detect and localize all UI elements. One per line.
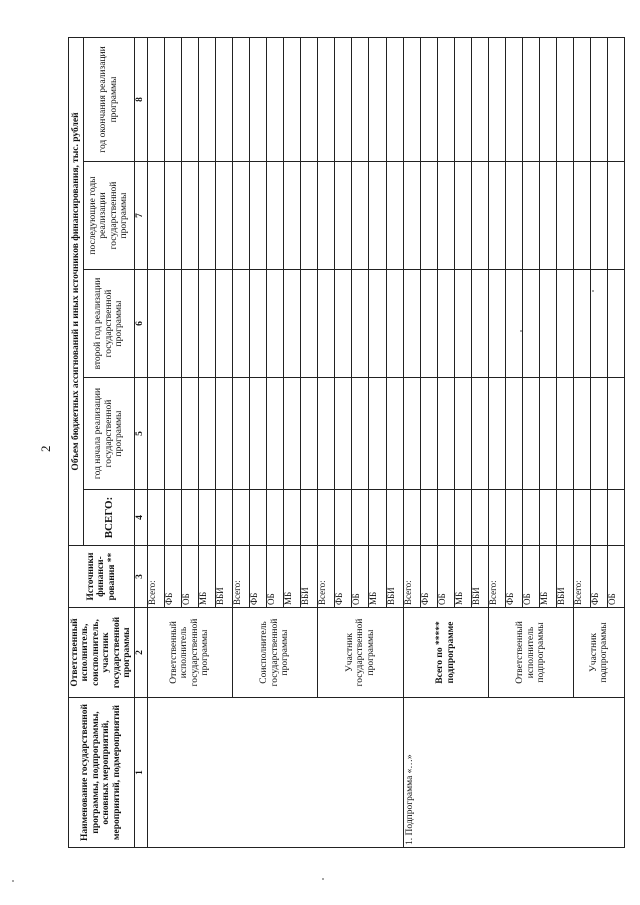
amount-cell <box>574 162 591 270</box>
amount-cell <box>557 378 574 490</box>
funding-source-cell: Всего: <box>403 546 420 608</box>
amount-cell <box>454 270 471 378</box>
amount-cell <box>574 490 591 546</box>
amount-cell <box>335 378 352 490</box>
amount-cell <box>488 270 505 378</box>
amount-cell <box>437 162 454 270</box>
funding-source-cell: ОБ <box>267 546 284 608</box>
amount-cell <box>318 162 335 270</box>
amount-cell <box>386 37 403 161</box>
amount-cell <box>284 378 301 490</box>
amount-cell <box>471 378 488 490</box>
amount-cell <box>352 490 369 546</box>
amount-cell <box>335 490 352 546</box>
amount-cell <box>284 37 301 161</box>
amount-cell <box>403 270 420 378</box>
amount-cell <box>181 490 198 546</box>
column-number: 5 <box>134 378 147 490</box>
amount-cell <box>471 162 488 270</box>
page-number: 2 <box>38 445 53 452</box>
amount-cell <box>301 162 318 270</box>
amount-cell <box>420 378 437 490</box>
header-budget-group: Объем бюджетных ассигнований и иных источников финансирования, тыс. рублей <box>69 37 84 545</box>
column-number: 1 <box>134 698 147 848</box>
amount-cell <box>369 378 386 490</box>
funding-source-cell: ФБ <box>591 546 608 608</box>
amount-cell <box>147 270 164 378</box>
amount-cell <box>181 37 198 161</box>
amount-cell <box>420 490 437 546</box>
header-first-year: год начала реализации государственной программы <box>84 378 134 490</box>
amount-cell <box>608 162 625 270</box>
amount-cell <box>164 162 181 270</box>
amount-cell <box>523 490 540 546</box>
amount-cell <box>198 162 215 270</box>
amount-cell <box>301 490 318 546</box>
executor-cell: Ответственный исполнитель подпрограммы <box>488 608 573 698</box>
amount-cell <box>574 378 591 490</box>
funding-source-cell: ОБ <box>181 546 198 608</box>
funding-source-cell: ОБ <box>352 546 369 608</box>
amount-cell <box>523 270 540 378</box>
amount-cell <box>369 162 386 270</box>
amount-cell <box>540 378 557 490</box>
amount-cell <box>267 490 284 546</box>
funding-source-cell: МБ <box>369 546 386 608</box>
amount-cell <box>454 378 471 490</box>
amount-cell <box>505 37 522 161</box>
amount-cell <box>505 270 522 378</box>
executor-cell: Всего по ***** подпрограмме <box>403 608 488 698</box>
amount-cell <box>523 37 540 161</box>
amount-cell <box>557 270 574 378</box>
amount-cell <box>232 490 249 546</box>
funding-source-cell: ФБ <box>335 546 352 608</box>
amount-cell <box>488 162 505 270</box>
funding-source-cell: Всего: <box>488 546 505 608</box>
amount-cell <box>301 37 318 161</box>
amount-cell <box>198 378 215 490</box>
amount-cell <box>505 490 522 546</box>
amount-cell <box>437 270 454 378</box>
header-program-name: Наименование государственной программы, подпрограммы, основных мероприятий, мероприятий, подмероприятий <box>69 698 135 848</box>
amount-cell <box>557 490 574 546</box>
funding-source-cell: ВБИ <box>215 546 232 608</box>
amount-cell <box>250 270 267 378</box>
header-second-year: второй год реализации государственной программы <box>84 270 134 378</box>
executor-cell: Участник государственной программы <box>318 608 403 698</box>
amount-cell <box>437 490 454 546</box>
amount-cell <box>232 37 249 161</box>
amount-cell <box>437 378 454 490</box>
amount-cell <box>164 37 181 161</box>
header-final-year: год окончания реализации программы <box>84 37 134 161</box>
funding-source-cell: ФБ <box>420 546 437 608</box>
amount-cell <box>420 270 437 378</box>
amount-cell <box>454 37 471 161</box>
amount-cell <box>471 37 488 161</box>
amount-cell <box>488 378 505 490</box>
funding-source-cell: ФБ <box>505 546 522 608</box>
amount-cell <box>284 490 301 546</box>
amount-cell <box>215 270 232 378</box>
column-number: 3 <box>134 546 147 608</box>
amount-cell <box>608 378 625 490</box>
amount-cell <box>471 270 488 378</box>
amount-cell <box>352 162 369 270</box>
amount-cell <box>386 270 403 378</box>
executor-cell: Ответственный исполнитель государственной программы <box>147 608 232 698</box>
header-total: ВСЕГО: <box>84 490 134 546</box>
amount-cell <box>198 490 215 546</box>
amount-cell <box>318 37 335 161</box>
amount-cell <box>147 490 164 546</box>
funding-source-cell: Всего: <box>232 546 249 608</box>
amount-cell <box>523 162 540 270</box>
rotated-table-container <box>68 38 618 848</box>
column-number: 8 <box>134 37 147 161</box>
executor-cell: Участник подпрограммы <box>574 608 625 698</box>
scan-speck <box>322 878 324 880</box>
column-number: 6 <box>134 270 147 378</box>
column-number: 4 <box>134 490 147 546</box>
amount-cell <box>369 37 386 161</box>
table-body <box>147 37 625 847</box>
amount-cell <box>232 270 249 378</box>
amount-cell <box>420 37 437 161</box>
amount-cell <box>301 378 318 490</box>
amount-cell <box>232 162 249 270</box>
amount-cell <box>437 37 454 161</box>
amount-cell <box>369 270 386 378</box>
amount-cell <box>386 490 403 546</box>
amount-cell <box>591 37 608 161</box>
amount-cell <box>591 490 608 546</box>
amount-cell <box>403 162 420 270</box>
amount-cell <box>386 162 403 270</box>
amount-cell <box>608 270 625 378</box>
funding-source-cell: Всего: <box>574 546 591 608</box>
funding-source-cell: МБ <box>540 546 557 608</box>
funding-source-cell: ОБ <box>523 546 540 608</box>
amount-cell <box>267 378 284 490</box>
amount-cell <box>608 37 625 161</box>
amount-cell <box>488 37 505 161</box>
amount-cell <box>284 270 301 378</box>
amount-cell <box>369 490 386 546</box>
column-number: 7 <box>134 162 147 270</box>
amount-cell <box>147 37 164 161</box>
header-executor: Ответственный исполнитель, соисполнитель, участник государственной программы <box>69 608 135 698</box>
amount-cell <box>301 270 318 378</box>
amount-cell <box>591 162 608 270</box>
amount-cell <box>403 490 420 546</box>
amount-cell <box>454 490 471 546</box>
table-row <box>147 37 164 847</box>
funding-source-cell: ВБИ <box>301 546 318 608</box>
amount-cell <box>471 490 488 546</box>
funding-source-cell: ОБ <box>437 546 454 608</box>
amount-cell <box>335 37 352 161</box>
amount-cell <box>250 378 267 490</box>
amount-cell <box>215 490 232 546</box>
amount-cell <box>147 162 164 270</box>
amount-cell <box>267 162 284 270</box>
amount-cell <box>250 490 267 546</box>
amount-cell <box>250 37 267 161</box>
amount-cell <box>267 37 284 161</box>
header-funding-source: Источники финанси-рования ** <box>69 546 135 608</box>
funding-source-cell: МБ <box>284 546 301 608</box>
amount-cell <box>164 378 181 490</box>
amount-cell <box>232 378 249 490</box>
amount-cell <box>198 270 215 378</box>
amount-cell <box>557 37 574 161</box>
funding-source-cell: ФБ <box>250 546 267 608</box>
amount-cell <box>420 162 437 270</box>
funding-source-cell: ОБ <box>608 546 625 608</box>
amount-cell <box>164 490 181 546</box>
amount-cell <box>215 378 232 490</box>
scan-speck <box>12 880 14 882</box>
financing-table <box>68 37 625 848</box>
column-number: 2 <box>134 608 147 698</box>
amount-cell <box>147 378 164 490</box>
amount-cell <box>540 37 557 161</box>
amount-cell <box>403 378 420 490</box>
amount-cell <box>352 37 369 161</box>
table-row <box>403 37 420 847</box>
amount-cell <box>403 37 420 161</box>
amount-cell <box>181 270 198 378</box>
amount-cell <box>505 378 522 490</box>
amount-cell <box>284 162 301 270</box>
amount-cell <box>454 162 471 270</box>
amount-cell <box>318 378 335 490</box>
header-next-years: последующие годы реализации государственной программы <box>84 162 134 270</box>
program-name-cell: 1. Подпрограмма «…» <box>403 698 625 848</box>
amount-cell <box>215 162 232 270</box>
amount-cell <box>335 162 352 270</box>
amount-cell <box>335 270 352 378</box>
funding-source-cell: ВБИ <box>471 546 488 608</box>
amount-cell <box>608 490 625 546</box>
amount-cell <box>352 270 369 378</box>
funding-source-cell: ВБИ <box>386 546 403 608</box>
amount-cell <box>574 37 591 161</box>
amount-cell <box>318 490 335 546</box>
amount-cell <box>540 270 557 378</box>
funding-source-cell: Всего: <box>318 546 335 608</box>
amount-cell <box>488 490 505 546</box>
funding-source-cell: ФБ <box>164 546 181 608</box>
amount-cell <box>181 162 198 270</box>
funding-source-cell: МБ <box>198 546 215 608</box>
amount-cell <box>540 162 557 270</box>
amount-cell <box>591 270 608 378</box>
amount-cell <box>352 378 369 490</box>
amount-cell <box>318 270 335 378</box>
program-name-cell <box>147 698 403 848</box>
amount-cell <box>250 162 267 270</box>
amount-cell <box>574 270 591 378</box>
amount-cell <box>215 37 232 161</box>
funding-source-cell: ВБИ <box>557 546 574 608</box>
funding-source-cell: Всего: <box>147 546 164 608</box>
executor-cell: Соисполнитель государственной программы <box>232 608 317 698</box>
funding-source-cell: МБ <box>454 546 471 608</box>
amount-cell <box>267 270 284 378</box>
amount-cell <box>386 378 403 490</box>
amount-cell <box>198 37 215 161</box>
amount-cell <box>540 490 557 546</box>
amount-cell <box>164 270 181 378</box>
amount-cell <box>591 378 608 490</box>
amount-cell <box>557 162 574 270</box>
amount-cell <box>181 378 198 490</box>
amount-cell <box>505 162 522 270</box>
amount-cell <box>523 378 540 490</box>
